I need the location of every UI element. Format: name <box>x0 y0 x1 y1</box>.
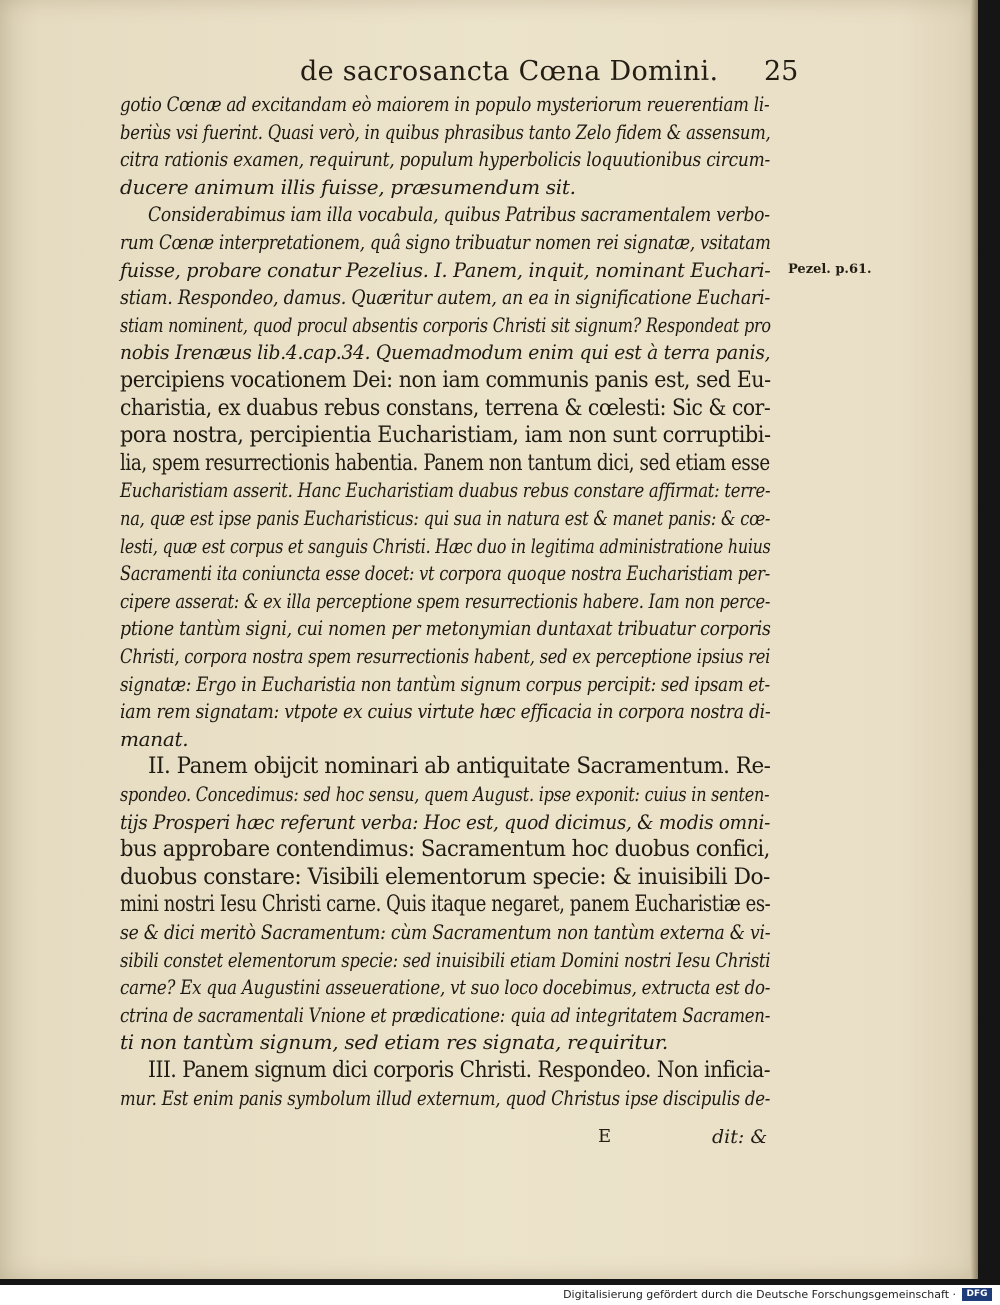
text-line: mini nostri Iesu Christi carne. Quis itaque negaret, panem Eucharistiæ es- <box>120 892 771 918</box>
text-line: carne? Ex qua Augustini asseueratione, vt suo loco docebimus, extructa est do- <box>120 975 771 1000</box>
text-line: gotio Cœnæ ad excitandam eò maiorem in populo mysteriorum reuerentiam li- <box>120 92 770 116</box>
text-line: cipere asserat: & ex illa perceptione spem resurrectionis habere. Iam non perce- <box>120 588 771 613</box>
text-line: Sacramenti ita coniuncta esse docet: vt corpora quoque nostra Eucharistiam per- <box>120 561 770 586</box>
text-line: tijs Prosperi hæc referunt verba: Hoc est, quod dicimus, & modis omni- <box>120 809 771 834</box>
text-line: na, quæ est ipse panis Eucharisticus: qui sua in natura est & manet panis: & cœ- <box>120 506 771 530</box>
text-line: charistia, ex duabus rebus constans, terrena & cœlesti: Sic & cor- <box>120 395 771 421</box>
text-line: stiam nominent, quod procul absentis corporis Christi sit signum? Respondeat pro <box>120 312 771 337</box>
text-line: lia, spem resurrectionis habentia. Panem non tantum dici, sed etiam esse <box>120 450 770 476</box>
text-line: stiam. Respondeo, damus. Quæritur autem, an ea in significatione Euchari- <box>120 285 771 310</box>
text-line: ducere animum illis fuisse, præsumendum sit. <box>120 174 576 199</box>
text-line: signatæ: Ergo in Eucharistia non tantùm signum corpus percipit: sed ipsam et- <box>120 671 770 696</box>
catchword: dit: & <box>712 1126 768 1148</box>
text-line: pora nostra, percipientia Eucharistiam, iam non sunt corruptibi- <box>120 423 771 449</box>
text-line: percipiens vocationem Dei: non iam communis panis est, sed Eu- <box>120 368 771 393</box>
text-line: Eucharistiam asserit. Hanc Eucharistiam duabus rebus constare affirmat: terre- <box>120 478 771 503</box>
text-line: beriùs vsi fuerint. Quasi verò, in quibus phrasibus tanto Zelo fidem & assensum, <box>120 119 771 144</box>
text-line: rum Cœnæ interpretationem, quâ signo tribuatur nomen rei signatæ, vsitatam <box>120 230 771 254</box>
text-line: iam rem signatam: vtpote ex cuius virtute hæc efficacia in corpora nostra di- <box>120 699 771 724</box>
text-line: lesti, quæ est corpus et sanguis Christi. Hæc duo in legitima administratione huius <box>120 533 771 558</box>
text-line: nobis Irenæus lib.4.cap.34. Quemadmodum enim qui est à terra panis, <box>120 340 771 365</box>
running-header: de sacrosancta Cœna Domini. <box>300 56 719 87</box>
text-line: Considerabimus iam illa vocabula, quibus Patribus sacramentalem verbo- <box>148 202 770 227</box>
text-line: II. Panem obijcit nominari ab antiquitate Sacramentum. Re- <box>148 754 771 780</box>
text-line: se & dici meritò Sacramentum: cùm Sacramentum non tantùm externa & vi- <box>120 920 771 944</box>
text-line: fuisse, probare conatur Pezelius. I. Panem, inquit, nominant Euchari- <box>120 257 771 282</box>
text-line: mur. Est enim panis symbolum illud externum, quod Christus ipse discipulis de- <box>120 1085 771 1110</box>
text-line: ti non tantùm signum, sed etiam res signata, requiritur. <box>120 1030 668 1055</box>
text-line: ctrina de sacramentali Vnione et prædicatione: quia ad integritatem Sacramen- <box>120 1002 771 1027</box>
footer-credit: Digitalisierung gefördert durch die Deutsche Forschungsgemeinschaft · <box>563 1288 956 1301</box>
page-number: 25 <box>764 56 799 87</box>
signature-mark: E <box>598 1126 612 1147</box>
text-line: duobus constare: Visibili elementorum specie: & inuisibili Do- <box>120 864 770 890</box>
text-line: spondeo. Concedimus: sed hoc sensu, quem August. ipse exponit: cuius in senten- <box>120 782 770 806</box>
text-line: manat. <box>120 726 189 751</box>
text-line: bus approbare contendimus: Sacramentum hoc duobus confici, <box>120 837 770 863</box>
dfg-logo: DFG <box>962 1288 992 1301</box>
text-line: III. Panem signum dici corporis Christi. Respondeo. Non inficia- <box>148 1058 771 1083</box>
margin-note: Pezel. p.61. <box>788 262 872 277</box>
text-line: citra rationis examen, requirunt, populum hyperbolicis loquutionibus circum- <box>120 147 770 172</box>
text-line: Christi, corpora nostra spem resurrectionis habent, sed ex perceptione ipsius rei <box>120 644 771 668</box>
text-line: sibili constet elementorum specie: sed inuisibili etiam Domini nostri Iesu Christi <box>120 947 771 972</box>
text-line: ptione tantùm signi, cui nomen per metonymian duntaxat tribuatur corporis <box>120 616 771 641</box>
page-edge <box>970 0 978 1279</box>
